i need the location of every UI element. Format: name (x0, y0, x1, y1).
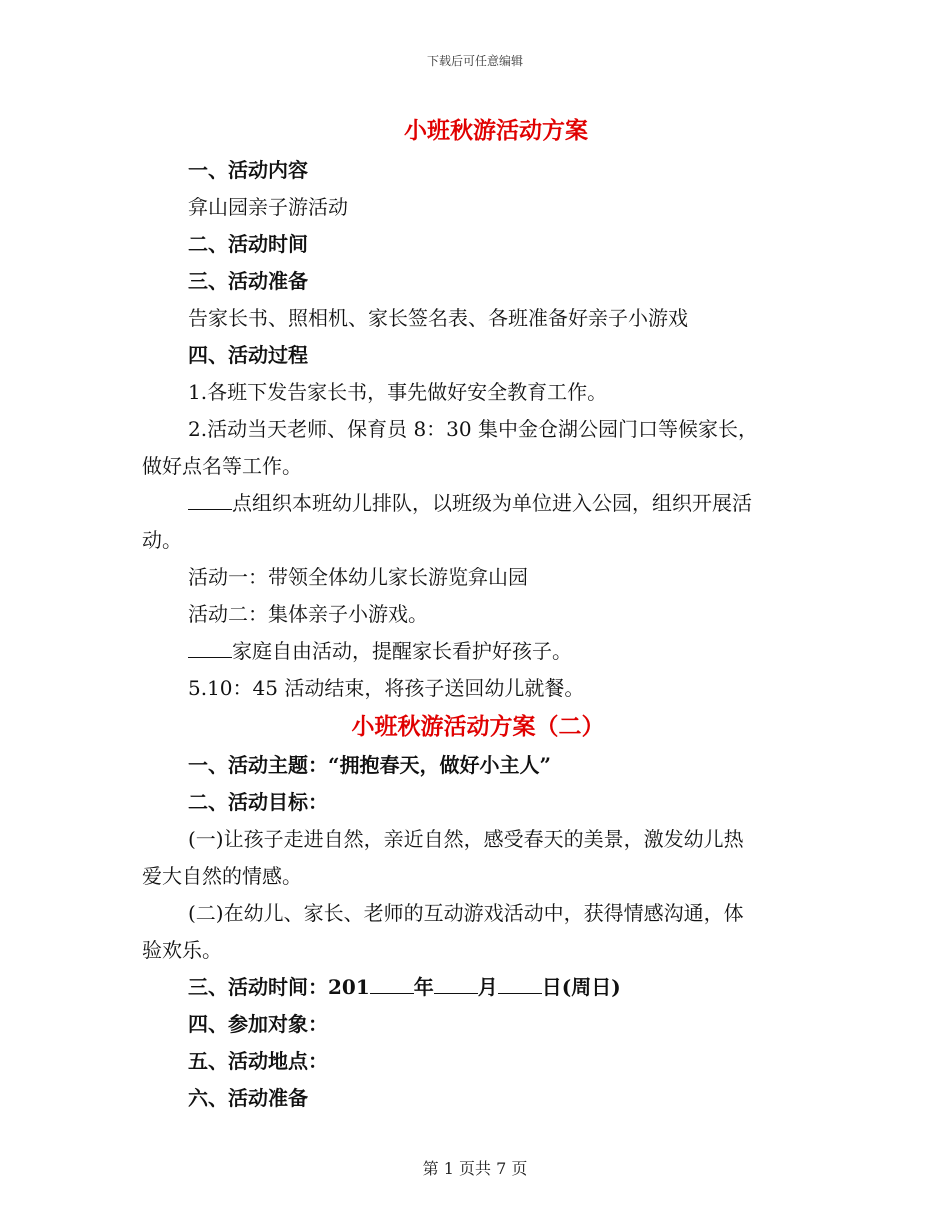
paragraph-step-3-line-2: 动。 (142, 528, 182, 552)
time-day: 日(周日) (541, 975, 621, 999)
section-heading-location: 五、活动地点： (188, 1049, 328, 1073)
time-year: 年 (413, 975, 434, 999)
document-body (142, 110, 802, 1117)
page-header-note: 下载后可任意编辑 (426, 54, 523, 68)
section-heading-time: 二、活动时间 (188, 232, 308, 256)
paragraph-step-4 (142, 633, 802, 670)
page-footer-note: 第 1 页共 7 页 (422, 1159, 528, 1178)
fill-blank (188, 488, 232, 510)
paragraph-goal-2-line-1: (二)在幼儿、家长、老师的互动游戏活动中，获得情感沟通，体 (188, 901, 744, 925)
paragraph-goal-1-line-2: 爱大自然的情感。 (142, 864, 302, 888)
step-3-text: 点组织本班幼儿排队，以班级为单位进入公园，组织开展活 (232, 491, 752, 515)
fill-blank (188, 636, 232, 658)
doc-title: 小班秋游活动方案 (404, 117, 588, 144)
doc-title-2: 小班秋游活动方案（二） (351, 713, 605, 740)
section-heading-process: 四、活动过程 (188, 343, 308, 367)
section-heading-time-2 (142, 969, 802, 1006)
section-heading-participants: 四、参加对象： (188, 1012, 328, 1036)
section-heading-goals: 二、活动目标： (188, 790, 328, 814)
paragraph-activity-1: 活动一：带领全体幼儿家长游览弇山园 (188, 565, 528, 589)
time-month: 月 (477, 975, 498, 999)
fill-blank-day (498, 972, 542, 994)
step-4-text: 家庭自由活动，提醒家长看护好孩子。 (232, 639, 572, 663)
paragraph-activity-2: 活动二：集体亲子小游戏。 (188, 602, 428, 626)
section-heading-prep: 三、活动准备 (188, 269, 308, 293)
fill-blank-month (434, 972, 478, 994)
paragraph-step-1: 1.各班下发告家长书，事先做好安全教育工作。 (188, 380, 608, 404)
paragraph-step-2-line-2: 做好点名等工作。 (142, 454, 302, 478)
section-heading-prep-2: 六、活动准备 (188, 1086, 308, 1110)
section-heading-theme: 一、活动主题：“拥抱春天，做好小主人” (188, 753, 552, 777)
paragraph-goal-1-line-1: (一)让孩子走进自然，亲近自然，感受春天的美景，激发幼儿热 (188, 827, 744, 851)
section-heading-content: 一、活动内容 (188, 158, 308, 182)
paragraph-step-5: 5.10：45 活动结束，将孩子送回幼儿就餐。 (188, 676, 585, 700)
fill-blank-year (370, 972, 414, 994)
paragraph-content: 弇山园亲子游活动 (188, 195, 348, 219)
paragraph-prep: 告家长书、照相机、家长签名表、各班准备好亲子小游戏 (188, 306, 688, 330)
time-label: 三、活动时间：201 (188, 975, 370, 999)
paragraph-step-3-line-1 (142, 485, 802, 522)
paragraph-goal-2-line-2: 验欢乐。 (142, 938, 222, 962)
paragraph-step-2-line-1: 2.活动当天老师、保育员 8：30 集中金仓湖公园门口等候家长， (188, 417, 758, 441)
